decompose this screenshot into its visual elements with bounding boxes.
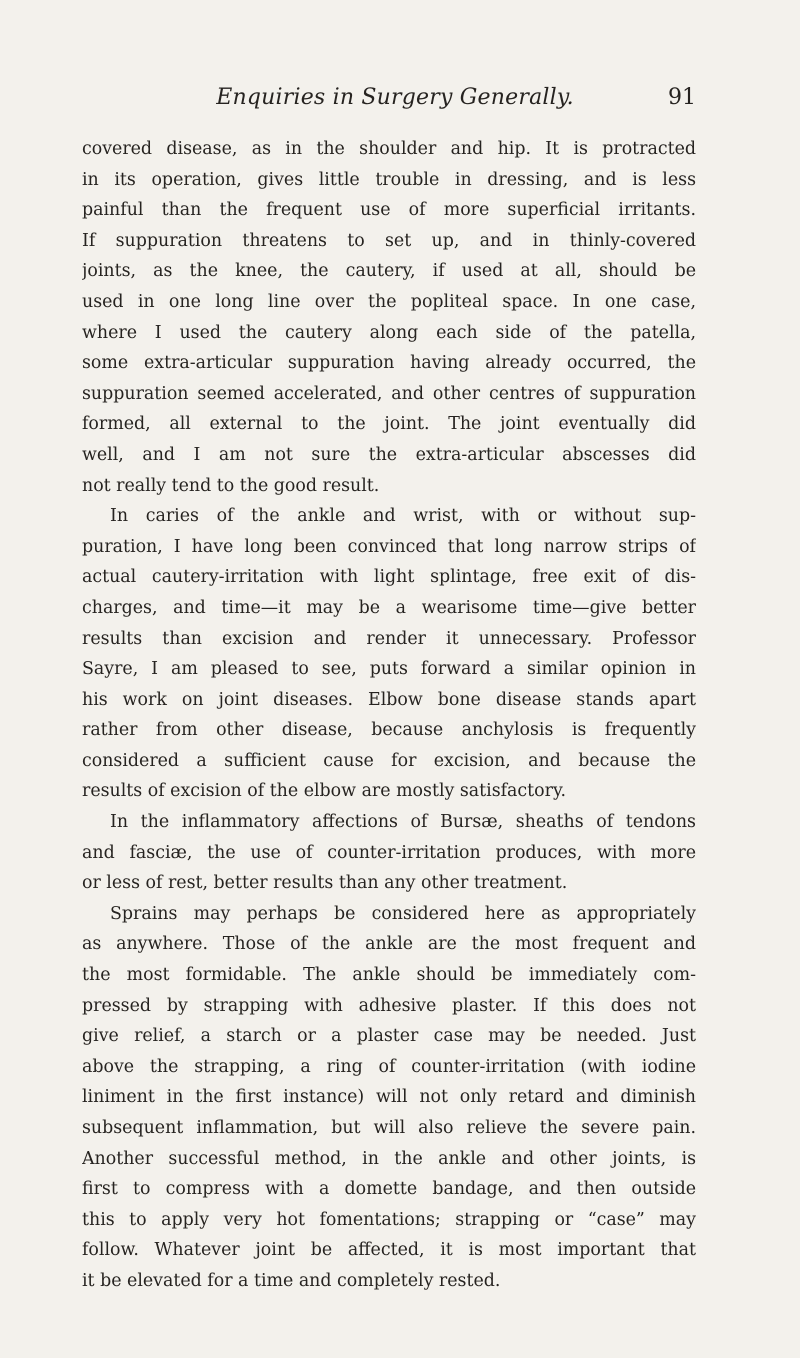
text-line: as anywhere. Those of the ankle are the most frequent and	[82, 934, 696, 955]
text-line: suppuration seemed accelerated, and other centres of suppuration	[82, 383, 696, 404]
text-line: painful than the frequent use of more superficial irritants.	[82, 200, 696, 221]
text-line: Sayre, I am pleased to see, puts forward a similar opinion in	[82, 659, 696, 680]
text-line: used in one long line over the popliteal space. In one case,	[82, 291, 696, 312]
text-line: joints, as the knee, the cautery, if used at all, should be	[82, 261, 696, 282]
running-title: Enquiries in Surgery Generally.	[216, 85, 574, 110]
text-line: liniment in the first instance) will not only retard and diminish	[82, 1087, 696, 1108]
text-line: In the inflammatory affections of Bursæ, sheaths of tendons	[110, 812, 696, 833]
text-line: not really tend to the good result.	[82, 475, 380, 496]
text-line: well, and I am not sure the extra-articular abscesses did	[82, 444, 696, 465]
text-line: actual cautery-irritation with light splintage, free exit of dis-	[82, 567, 696, 588]
text-line: first to compress with a domette bandage, and then outside	[82, 1179, 696, 1200]
text-line: above the strapping, a ring of counter-irritation (with iodine	[82, 1056, 696, 1077]
text-line: If suppuration threatens to set up, and in thinly-covered	[82, 230, 696, 251]
text-line: give relief, a starch or a plaster case may be needed. Just	[82, 1026, 696, 1047]
text-line: or less of rest, better results than any other treatment.	[82, 873, 568, 894]
text-line: results than excision and render it unnecessary. Professor	[82, 628, 696, 649]
text-line: Another successful method, in the ankle and other joints, is	[82, 1148, 696, 1169]
text-line: formed, all external to the joint. The joint eventually did	[82, 414, 696, 435]
text-line: In caries of the ankle and wrist, with or without sup-	[110, 506, 696, 527]
text-line: this to apply very hot fomentations; strapping or “case” may	[82, 1209, 696, 1230]
text-line: rather from other disease, because anchylosis is frequently	[82, 720, 696, 741]
text-line: subsequent inflammation, but will also relieve the severe pain.	[82, 1118, 696, 1138]
text-line: considered a sufficient cause for excision, and because the	[82, 750, 696, 771]
text-line: follow. Whatever joint be affected, it is most important that	[82, 1240, 696, 1261]
text-line: Sprains may perhaps be considered here as appropriately	[110, 903, 696, 924]
text-line: some extra-articular suppuration having already occurred, the	[82, 353, 696, 374]
running-head	[94, 84, 696, 112]
text-line: where I used the cautery along each side of the patella,	[82, 322, 696, 343]
text-line: results of excision of the elbow are mostly satisfactory.	[82, 781, 566, 802]
text-line: and fasciæ, the use of counter-irritation produces, with more	[82, 842, 696, 863]
text-line: pressed by strapping with adhesive plaster. If this does not	[82, 995, 696, 1016]
body-text	[82, 134, 696, 1297]
text-line: in its operation, gives little trouble in dressing, and is less	[82, 169, 696, 190]
text-line: covered disease, as in the shoulder and hip. It is protracted	[82, 139, 696, 159]
text-line: his work on joint diseases. Elbow bone disease stands apart	[82, 689, 696, 710]
text-line: charges, and time—it may be a wearisome time—give better	[82, 597, 696, 618]
text-line: the most formidable. The ankle should be immediately com-	[82, 965, 696, 986]
text-line: puration, I have long been convinced that long narrow strips of	[82, 536, 696, 557]
page-number: 91	[668, 85, 696, 110]
text-line: it be elevated for a time and completely rested.	[82, 1270, 501, 1291]
